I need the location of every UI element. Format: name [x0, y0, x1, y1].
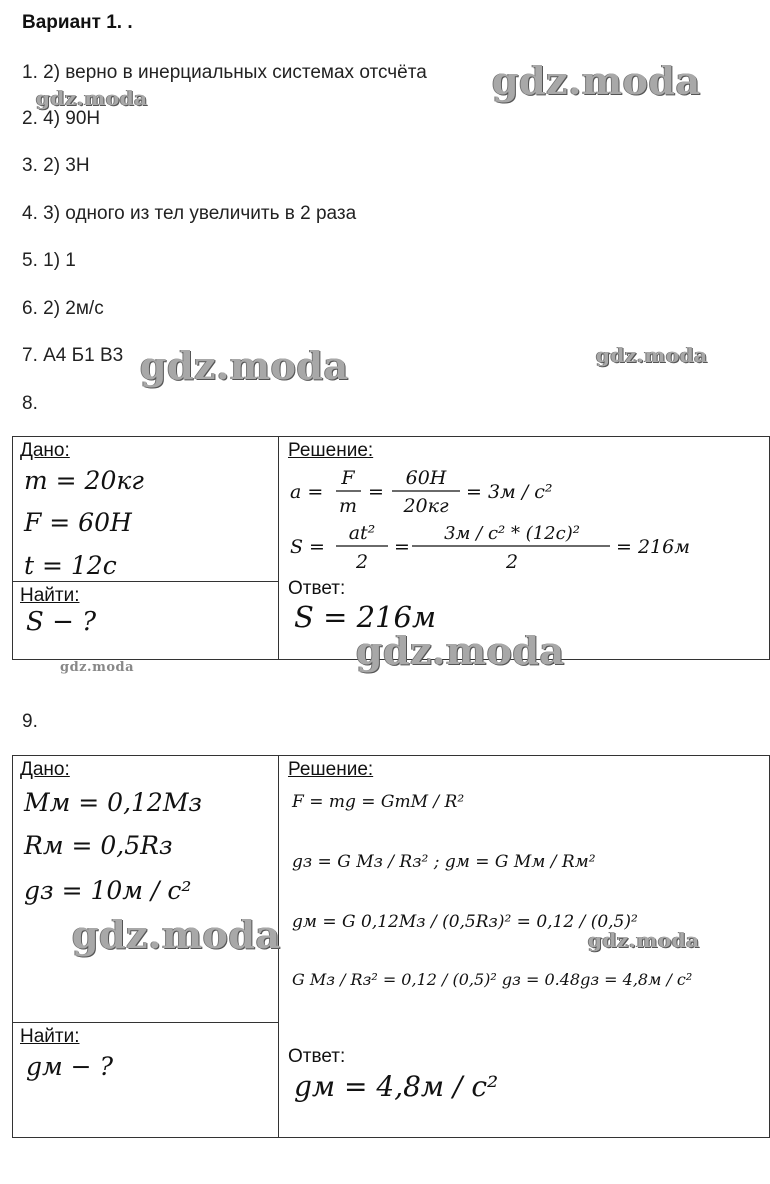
p8-equations [286, 462, 766, 580]
p8-eq1-den1: m [338, 495, 358, 517]
p9-eq1: F = mg = GmM / R² [292, 792, 465, 812]
p8-solution-label: Решение: [288, 440, 374, 461]
answer-line-6: 6. 2) 2м/с [22, 298, 104, 319]
p9-answer-label: Ответ: [288, 1046, 346, 1067]
watermark: gdz.moda [356, 628, 565, 673]
p9-eq3: gм = G 0,12Mз / (0,5Rз)² = 0,12 / (0,5)² [292, 912, 638, 932]
svg-text:=: = [394, 536, 410, 558]
p9-find-value: gм − ? [26, 1052, 113, 1081]
p8-eq2-den1: 2 [355, 551, 369, 573]
p9-answer-value: gм = 4,8м / c² [294, 1070, 499, 1103]
watermark: gdz.moda [596, 343, 708, 367]
p8-eq1-den2: 20кг [403, 495, 449, 517]
watermark: gdz.moda [492, 58, 701, 103]
answer-line-3: 3. 2) 3Н [22, 155, 90, 176]
p9-given-mass: Mм = 0,12Mз [24, 788, 203, 817]
p8-eq1-num2: 60H [405, 467, 447, 489]
p8-find-label: Найти: [20, 585, 80, 606]
p9-find-label: Найти: [20, 1026, 80, 1047]
watermark: gdz.moda [60, 660, 135, 675]
watermark: gdz.moda [588, 928, 700, 952]
problem-8-label: 8. [22, 393, 38, 414]
watermark: gdz.moda [140, 343, 349, 388]
answer-line-5: 5. 1) 1 [22, 250, 76, 271]
p8-given-label: Дано: [20, 440, 70, 461]
p9-eq4: G Mз / Rз² = 0,12 / (0,5)² gз = 0.48gз = 4,8м / c² [292, 970, 693, 989]
p8-eq2-num2: 3м / c² * (12c)² [444, 523, 580, 544]
p8-answer-label: Ответ: [288, 578, 346, 599]
p8-eq2-den2: 2 [505, 551, 519, 573]
p8-eq1-lhs: a = [290, 481, 324, 503]
watermark: gdz.moda [72, 912, 281, 957]
p9-eq2: gз = G Mз / Rз² ; gм = G Mм / Rм² [292, 852, 596, 872]
p9-solution-label: Решение: [288, 759, 374, 780]
p9-given-gravity: gз = 10м / c² [24, 876, 192, 905]
problem-9-label: 9. [22, 711, 38, 732]
p8-eq1-rhs: = 3м / c² [466, 481, 553, 503]
p8-given-mass: m = 20кг [24, 466, 144, 495]
variant-title: Вариант 1. . [22, 12, 133, 33]
answer-line-2: 2. 4) 90Н [22, 108, 101, 129]
watermark: gdz.moda [36, 86, 148, 110]
p9-given-label: Дано: [20, 759, 70, 780]
p8-given-force: F = 60H [24, 508, 132, 537]
p9-given-radius: Rм = 0,5Rз [24, 831, 173, 860]
p8-eq1-eq: = [368, 481, 384, 503]
p8-eq1-num1: F [341, 467, 355, 489]
answer-line-1: 1. 2) верно в инерциальных системах отсчёта [22, 62, 427, 83]
p8-eq2-rhs: = 216м [616, 536, 690, 558]
p8-answer-value: S = 216м [294, 600, 436, 634]
p8-eq2-num1: at² [348, 522, 376, 544]
p8-given-time: t = 12c [24, 551, 117, 580]
p8-find-value: S − ? [26, 607, 97, 637]
answer-line-4: 4. 3) одного из тел увеличить в 2 раза [22, 203, 357, 224]
answer-line-7: 7. А4 Б1 В3 [22, 345, 124, 366]
p8-eq2-lhs: S = [290, 536, 325, 558]
